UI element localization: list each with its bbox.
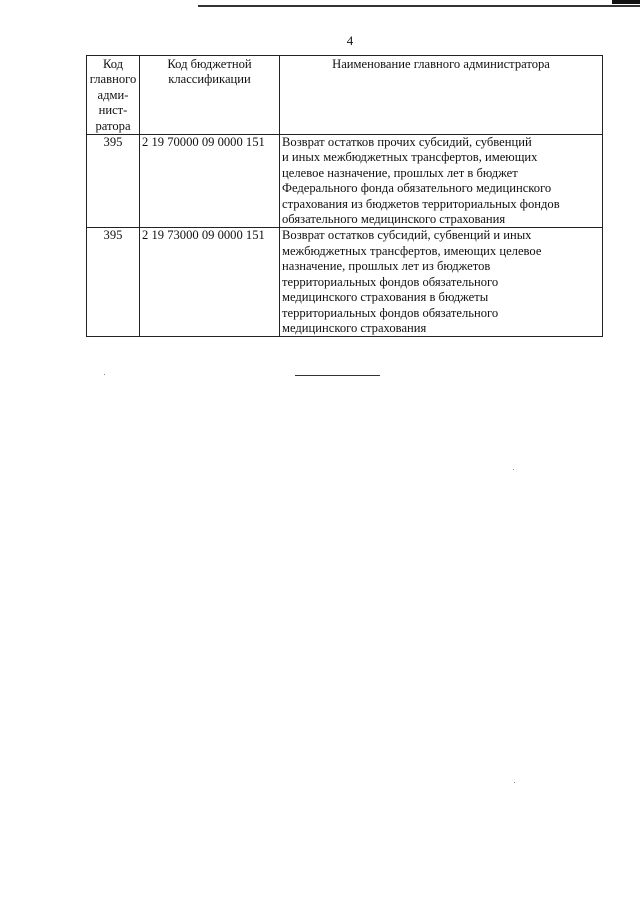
name-line: территориальных фондов обязательного [282, 274, 499, 289]
scan-speck [513, 469, 514, 470]
cell-admin-code: 395 [87, 228, 140, 337]
scan-speck [104, 374, 105, 375]
name-line: медицинского страхования [282, 320, 427, 335]
name-line: страхования из бюджетов территориальных фондов [282, 196, 560, 211]
header-budget-code [140, 56, 280, 135]
header-line: классификации [168, 72, 251, 87]
name-line: территориальных фондов обязательного [282, 305, 499, 320]
header-line: главного [89, 72, 137, 87]
header-admin-name [280, 56, 603, 135]
name-line: Федерального фонда обязательного медицинского [282, 181, 552, 196]
cell-budget-code: 2 19 73000 09 0000 151 [140, 228, 280, 337]
table-row [87, 135, 603, 228]
table-header-row [87, 56, 603, 135]
header-line: Код [102, 57, 124, 71]
name-line: и иных межбюджетных трансфертов, имеющих [282, 150, 538, 165]
name-line: Возврат остатков прочих субсидий, субвенций [282, 135, 532, 150]
header-line: ратора [95, 118, 131, 133]
cell-admin-name [280, 135, 603, 228]
name-line: медицинского страхования в бюджеты [282, 290, 489, 305]
header-line: адми- [97, 87, 129, 102]
cell-budget-code: 2 19 70000 09 0000 151 [140, 135, 280, 228]
end-of-document-rule [295, 375, 380, 376]
table-row [87, 228, 603, 337]
cell-admin-code: 395 [87, 135, 140, 228]
header-line: нист- [98, 103, 128, 118]
page-number: 4 [346, 33, 354, 48]
name-line: межбюджетных трансфертов, имеющих целевое [282, 243, 542, 258]
name-line: целевое назначение, прошлых лет в бюджет [282, 165, 518, 180]
header-line: Код бюджетной [167, 57, 252, 71]
header-admin-code [87, 56, 140, 135]
scan-speck [514, 782, 515, 783]
administrators-table [86, 55, 603, 337]
name-line: назначение, прошлых лет из бюджетов [282, 259, 491, 274]
cell-admin-name [280, 228, 603, 337]
name-line: Возврат остатков субсидий, субвенций и иных [282, 228, 532, 243]
header-line: Наименование главного администратора [332, 57, 550, 71]
name-line: обязательного медицинского страхования [282, 212, 506, 227]
scan-edge-mark [612, 0, 640, 4]
scan-edge-line [198, 5, 640, 7]
